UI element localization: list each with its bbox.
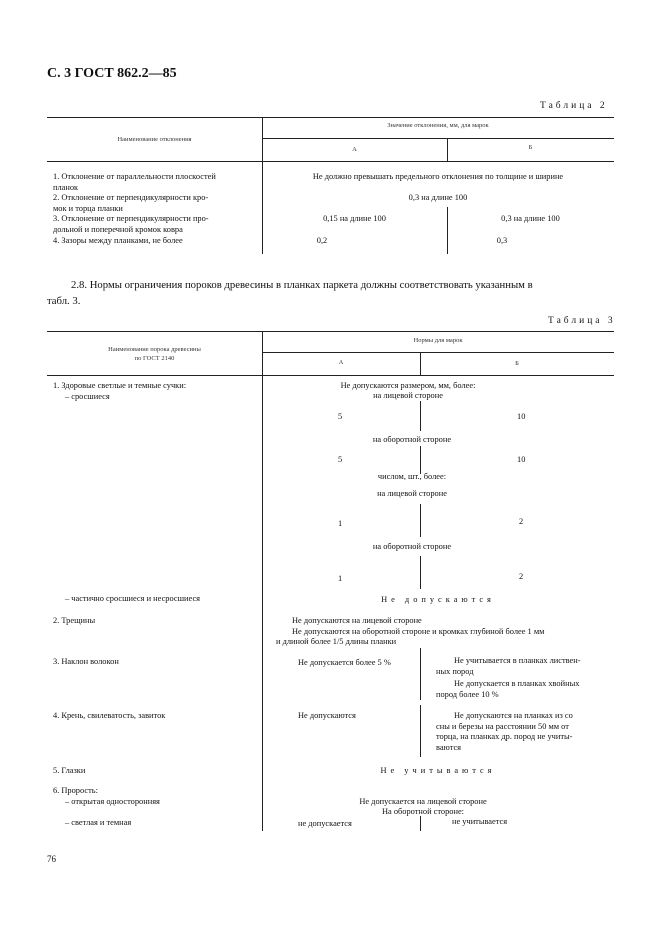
ingrowth-divider [420, 816, 421, 831]
page-header: С. 3 ГОСТ 862.2—85 [47, 66, 177, 81]
eyes-value: Не учитываются [380, 766, 496, 775]
knots-count: числом, шт., более: [377, 472, 447, 481]
knots-not-allowed: Не допускаются размером, мм, более: [340, 381, 476, 390]
knots-sub-fused: – сросшиеся [65, 392, 110, 401]
compression-a: Не допускаются [298, 711, 356, 720]
compression-name: 4. Крень, свилеватость, завиток [53, 711, 166, 720]
table2-sub-rule [262, 138, 614, 139]
table2-col-divider [262, 117, 263, 254]
table2-row4-name: 4. Зазоры между планками, не более [53, 236, 183, 245]
ingrowth-a: не допускается [298, 819, 352, 828]
cracks-v2: Не допускаются на оборотной стороне и кромках глубиной более 1 мм [292, 627, 545, 636]
knots-back-b: 10 [517, 455, 526, 464]
knots-count-face-a: 1 [338, 519, 343, 528]
table2-top-rule [47, 117, 614, 118]
knots-count-back: на оборотной стороне [372, 542, 452, 551]
ingrowth-b: не учитывается [452, 817, 508, 826]
knots-divider-4 [420, 556, 421, 589]
knots-partly-value: Не допускаются [381, 595, 495, 604]
knots-back: на оборотной стороне [372, 435, 452, 444]
table2-row3-b: 0,3 на длине 100 [501, 214, 560, 223]
knots-count-back-a: 1 [338, 574, 343, 583]
table3-sub-rule [262, 352, 614, 353]
table2-col-name: Наименование отклонения [117, 136, 192, 143]
table2-row2-value: 0,3 на длине 100 [408, 193, 468, 202]
table2-row4-b: 0,3 [496, 236, 508, 245]
knots-count-face-b: 2 [519, 517, 524, 526]
table3-col-norms: Нормы для марок [413, 337, 463, 344]
knots-face: на лицевой стороне [373, 391, 443, 400]
knots-face-a: 5 [338, 412, 343, 421]
knots-count-face: на лицевой стороне [377, 489, 447, 498]
table2-row3-name: 3. Отклонение от перпендикулярности про- дольной и поперечной кромок ковра [53, 214, 209, 234]
knots-face-b: 10 [517, 412, 526, 421]
knots-count-back-b: 2 [519, 572, 524, 581]
compression-b: Не допускаются на планках из со сны и березы на расстоянии 50 мм от торца, на планках др. пород не учиты- ваются [436, 711, 573, 752]
table2-row4-a: 0,2 [316, 236, 328, 245]
ingrowth-v1: Не допускается на лицевой стороне [359, 797, 487, 806]
paragraph-2-8: 2.8. Нормы ограничения пороков древесины в планках паркета должны соответствовать указанным в табл. 3. [47, 279, 533, 307]
table2-row3-a: 0,15 на длине 100 [323, 214, 386, 223]
table2-caption: Таблица 2 [540, 101, 608, 111]
table2-head-rule [47, 161, 614, 162]
ingrowth-name: 6. Прорость: [53, 786, 98, 795]
ingrowth-sub-light-dark: – светлая и темная [65, 818, 132, 827]
knots-divider-3 [420, 504, 421, 537]
ingrowth-sub-open: – открытая односторонняя [65, 797, 160, 806]
knots-sub-partly-fused: – частично сросшиеся и несросшиеся [65, 594, 201, 603]
table2-col-a: А [352, 146, 357, 153]
table3-col-name: Наименование порока древесины по ГОСТ 2140 [108, 346, 201, 362]
slope-a: Не допускается более 5 % [298, 658, 391, 667]
cracks-v3: и длиной более 1/5 длины планки [276, 637, 397, 646]
slope-divider [420, 648, 421, 700]
slope-name: 3. Наклон волокон [53, 657, 119, 666]
eyes-name: 5. Глазки [53, 766, 86, 775]
cracks-v1: Не допускаются на лицевой стороне [292, 616, 422, 625]
table3-caption: Таблица 3 [548, 316, 616, 326]
table3-col-a: А [338, 359, 344, 366]
ingrowth-v2: На оборотной стороне: [381, 807, 465, 816]
page-number: 76 [47, 854, 56, 864]
table2-row1-value: Не должно превышать предельного отклонения по толщине и ширине [312, 172, 564, 181]
table3-top-rule [47, 331, 614, 332]
compression-divider [420, 705, 421, 757]
slope-b1: Не учитывается в планках листвен- ных пород [436, 656, 581, 676]
table3-col-b: Б [515, 360, 519, 367]
table3-col-divider [262, 331, 263, 831]
cracks-name: 2. Трещины [53, 616, 96, 625]
knots-name: 1. Здоровые светлые и темные сучки: [53, 381, 187, 390]
knots-divider-2 [420, 446, 421, 474]
knots-divider-1 [420, 401, 421, 431]
knots-back-a: 5 [338, 455, 343, 464]
table2-row1-name: 1. Отклонение от параллельности плоскостей планок [53, 172, 216, 192]
table2-col-b: Б [528, 144, 533, 151]
table3-head-rule [47, 375, 614, 376]
table2-row2-name: 2. Отклонение от перпендикулярности кро- мок и торца планки [53, 193, 209, 213]
table2-col-values: Значение отклонения, мм, для марок [387, 122, 489, 129]
slope-b2: Не допускается в планках хвойных пород более 10 % [436, 679, 580, 699]
